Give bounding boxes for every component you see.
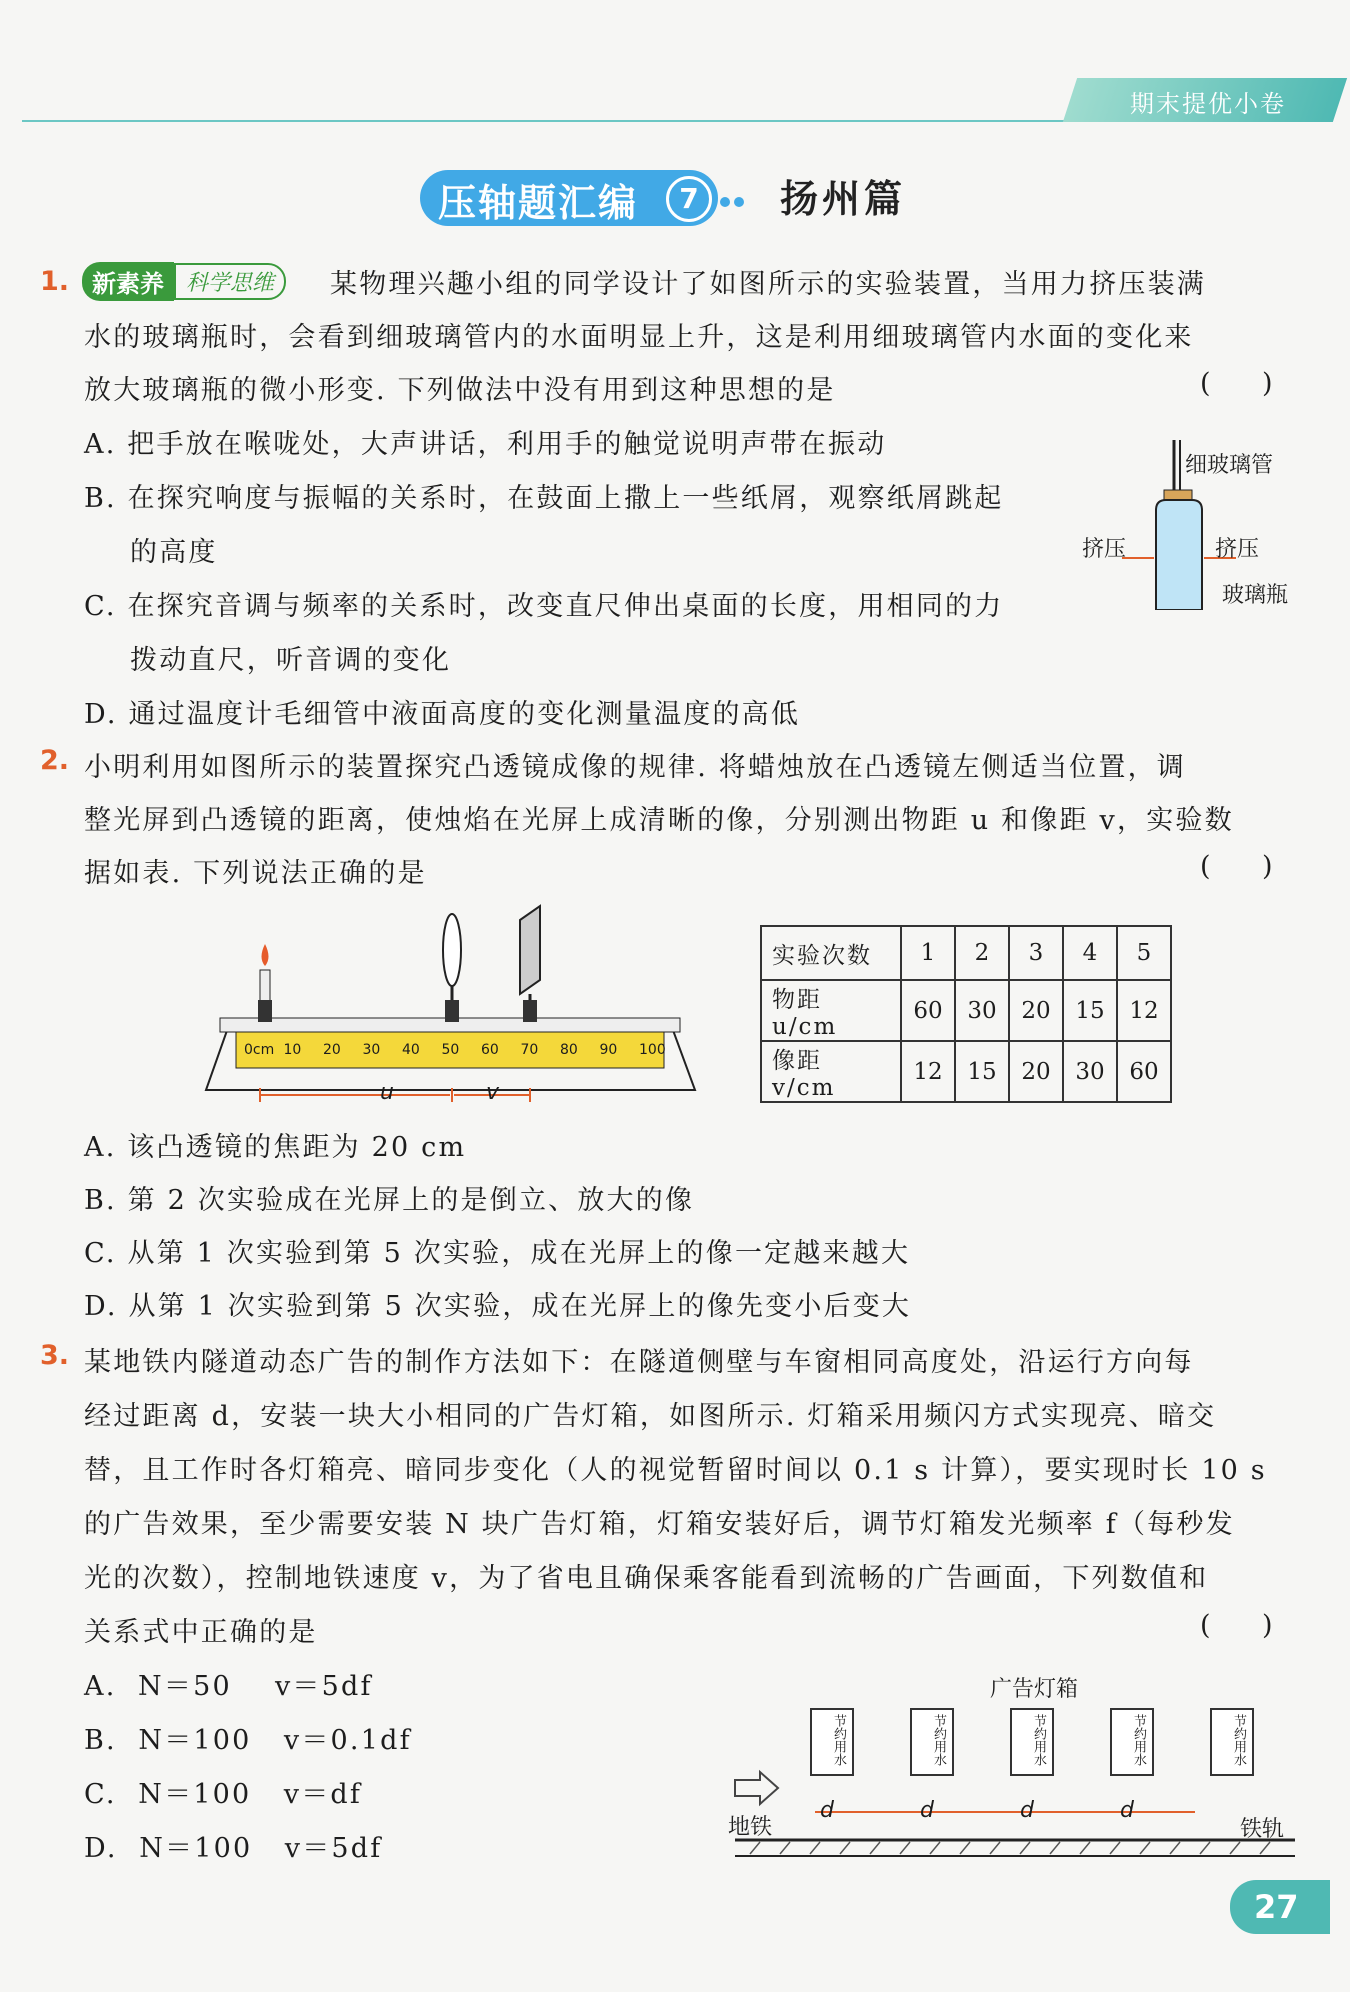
table-row <box>761 980 1171 1041</box>
ad-lightbox: 节约用水 <box>1210 1708 1254 1776</box>
q2-line3: 据如表. 下列说法正确的是 <box>84 858 427 889</box>
table-head-image-distance: 像距 v/cm <box>761 1041 901 1102</box>
page-number: 27 <box>1230 1880 1330 1934</box>
title-right: 扬州篇 <box>780 177 907 221</box>
table-cell: 30 <box>955 980 1009 1041</box>
q3-line3: 替，且工作时各灯箱亮、暗同步变化（人的视觉暂留时间以 0.1 s 计算），要实现时长 10 s <box>84 1455 1267 1486</box>
q3-line4: 的广告效果，至少需要安装 N 块广告灯箱，灯箱安装好后，调节灯箱发光频率 f（每秒发 <box>84 1509 1235 1540</box>
table-cell: 60 <box>1117 1041 1171 1102</box>
q3-line6: 关系式中正确的是 <box>84 1617 318 1648</box>
ruler-tick-label: 70 <box>520 1042 539 1058</box>
table-cell: 15 <box>955 1041 1009 1102</box>
q2-option-a: A. 该凸透镜的焦距为 20 cm <box>84 1132 467 1163</box>
table-cell: 12 <box>1117 980 1171 1041</box>
q1-option-b-cont: 的高度 <box>130 537 218 568</box>
q3-line1: 某地铁内隧道动态广告的制作方法如下：在隧道侧壁与车窗相同高度处，沿运行方向每 <box>84 1347 1194 1378</box>
q1-line3: 放大玻璃瓶的微小形变. 下列做法中没有用到这种思想的是 <box>84 375 836 406</box>
q1-line1: 某物理兴趣小组的同学设计了如图所示的实验装置，当用力挤压装满 <box>330 269 1206 300</box>
label-ad-box: 广告灯箱 <box>990 1677 1079 1702</box>
q2-answer-paren: ( ) <box>1200 851 1273 882</box>
q2-option-c: C. 从第 1 次实验到第 5 次实验，成在光屏上的像一定越来越大 <box>84 1238 911 1269</box>
q3-answer-paren: ( ) <box>1200 1610 1273 1641</box>
ruler-tick-label: 100 <box>639 1042 666 1058</box>
ad-lightbox: 节约用水 <box>1110 1708 1154 1776</box>
title-number: 7 <box>666 176 712 222</box>
ruler-tick-label: 20 <box>323 1042 341 1058</box>
label-press-left: 挤压 <box>1082 537 1127 562</box>
q1-option-a: A. 把手放在喉咙处，大声讲话，利用手的触觉说明声带在振动 <box>84 429 887 460</box>
q1-option-b: B. 在探究响度与振幅的关系时，在鼓面上撒上一些纸屑，观察纸屑跳起 <box>84 483 1004 514</box>
q3-option-c: C. N＝100 v＝df <box>84 1779 363 1810</box>
ruler-tick-label: 80 <box>560 1042 578 1058</box>
ruler-tick-label: 90 <box>599 1042 618 1058</box>
title-main: 压轴题汇编 <box>438 181 639 225</box>
ad-lightbox: 节约用水 <box>910 1708 954 1776</box>
q3-option-d: D. N＝100 v＝5df <box>84 1833 383 1864</box>
table-cell: 60 <box>901 980 955 1041</box>
label-v: v <box>486 1080 500 1105</box>
label-d-3: d <box>1020 1798 1034 1823</box>
ruler-tick-label: 50 <box>441 1042 460 1058</box>
label-bottle: 玻璃瓶 <box>1222 583 1289 608</box>
table-head-object-distance: 物距 u/cm <box>761 980 901 1041</box>
q1-tag <box>82 262 286 300</box>
table-head-trial: 实验次数 <box>761 926 901 980</box>
corner-label: 期末提优小卷 <box>1130 90 1286 118</box>
table-cell: 15 <box>1063 980 1117 1041</box>
q3-number: 3. <box>40 1340 70 1371</box>
label-glass-tube: 细玻璃管 <box>1185 453 1274 478</box>
q1-number: 1. <box>40 266 70 297</box>
q2-line1: 小明利用如图所示的装置探究凸透镜成像的规律. 将蜡烛放在凸透镜左侧适当位置，调 <box>84 752 1186 783</box>
ruler-tick-label: 30 <box>362 1042 381 1058</box>
q2-option-b: B. 第 2 次实验成在光屏上的是倒立、放大的像 <box>84 1185 695 1216</box>
table-cell: 20 <box>1009 980 1063 1041</box>
ad-lightbox: 节约用水 <box>1010 1708 1054 1776</box>
table-cell: 12 <box>901 1041 955 1102</box>
table-row <box>761 926 1171 980</box>
table-cell: 1 <box>901 926 955 980</box>
q1-option-c-cont: 拨动直尺，听音调的变化 <box>130 645 452 676</box>
table-cell: 20 <box>1009 1041 1063 1102</box>
q1-answer-paren: ( ) <box>1200 368 1273 399</box>
tag-science-thinking: 科学思维 <box>174 263 286 300</box>
q3-option-b: B. N＝100 v＝0.1df <box>84 1725 412 1756</box>
label-d-2: d <box>920 1798 934 1823</box>
lens-data-table <box>760 925 1172 1103</box>
q1-option-c: C. 在探究音调与频率的关系时，改变直尺伸出桌面的长度，用相同的力 <box>84 591 1004 622</box>
q3-line5: 光的次数），控制地铁速度 v，为了省电且确保乘客能看到流畅的广告画面，下列数值和 <box>84 1563 1209 1594</box>
q2-option-d: D. 从第 1 次实验到第 5 次实验，成在光屏上的像先变小后变大 <box>84 1291 912 1322</box>
q2-line2: 整光屏到凸透镜的距离，使烛焰在光屏上成清晰的像，分别测出物距 u 和像距 v，实验数 <box>84 805 1234 836</box>
q3-option-a: A. N＝50 v＝5df <box>84 1671 373 1702</box>
label-d-1: d <box>820 1798 834 1823</box>
table-row <box>761 1041 1171 1102</box>
ruler-tick-label: 10 <box>283 1042 302 1058</box>
label-u: u <box>380 1080 394 1105</box>
label-subway: 地铁 <box>728 1815 773 1840</box>
table-cell: 3 <box>1009 926 1063 980</box>
label-d-4: d <box>1120 1798 1134 1823</box>
ruler-tick-label: 60 <box>481 1042 499 1058</box>
label-press-right: 挤压 <box>1215 537 1260 562</box>
ad-lightbox: 节约用水 <box>810 1708 854 1776</box>
ruler-tick-label: 40 <box>402 1042 420 1058</box>
track-figure <box>730 1760 1300 1870</box>
q1-line2: 水的玻璃瓶时，会看到细玻璃管内的水面明显上升，这是利用细玻璃管内水面的变化来 <box>84 322 1194 353</box>
table-cell: 5 <box>1117 926 1171 980</box>
table-cell: 4 <box>1063 926 1117 980</box>
label-rail: 铁轨 <box>1240 1817 1285 1842</box>
title-dots <box>720 192 748 211</box>
q1-option-d: D. 通过温度计毛细管中液面高度的变化测量温度的高低 <box>84 699 801 730</box>
table-cell: 2 <box>955 926 1009 980</box>
table-cell: 30 <box>1063 1041 1117 1102</box>
q3-line2: 经过距离 d，安装一块大小相同的广告灯箱，如图所示. 灯箱采用频闪方式实现亮、暗交 <box>84 1401 1217 1432</box>
optical-bench-figure <box>200 900 720 1110</box>
tag-new-literacy: 新素养 <box>82 262 174 301</box>
q2-number: 2. <box>40 745 70 776</box>
ruler-tick-label: 0cm <box>244 1042 275 1058</box>
